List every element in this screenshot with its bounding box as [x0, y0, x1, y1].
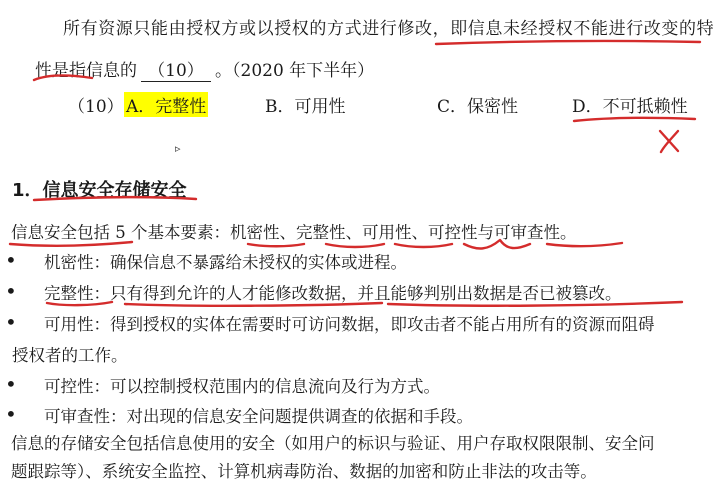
bullet-dot: • [5, 248, 17, 272]
option-b: B．可用性 [265, 97, 346, 117]
bullet-dot: • [5, 310, 17, 334]
answer-blank: （10） [141, 56, 211, 82]
bullet-availability-continued: 授权者的工作。 [12, 346, 128, 365]
bullet-dot: • [5, 402, 17, 426]
wrong-mark-icon [660, 131, 678, 152]
question-source: 。（2020 年下半年） [215, 61, 375, 81]
storage-security-paragraph-line-2: 题跟踪等）、系统安全监控、计算机病毒防治、数据的加密和防止非法的攻击等。 [11, 462, 597, 481]
bullet-dot: • [5, 279, 17, 303]
bullet-controllability: 可控性：可以控制授权范围内的信息流向及行为方式。 [44, 377, 440, 396]
underline-definition [436, 41, 700, 44]
underline-auditability [547, 243, 622, 246]
mouse-cursor-icon: ▹ [175, 142, 181, 155]
question-line-2 [35, 56, 374, 82]
underline-option-d [574, 118, 695, 121]
bullet-availability: 可用性：得到授权的实体在需要时可访问数据，即攻击者不能占用所有的资源而阻碍 [44, 315, 655, 334]
underline-availability [395, 244, 452, 247]
option-a-highlighted: A．完整性 [124, 92, 208, 117]
section-intro: 信息安全包括 5 个基本要素：机密性、完整性、可用性、可控性与可审查性。 [11, 223, 577, 242]
bullet-dot: • [5, 372, 17, 396]
option-d: D．不可抵赖性 [572, 97, 688, 117]
underline-integrity [326, 244, 384, 247]
underline-confidentiality [248, 244, 304, 246]
bullet-auditability: 可审查性：对出现的信息安全问题提供调查的依据和手段。 [44, 407, 473, 426]
bullet-confidentiality: 机密性：确保信息不暴露给未授权的实体或进程。 [44, 253, 407, 272]
option-c: C．保密性 [437, 97, 519, 117]
storage-security-paragraph-line-1: 信息的存储安全包括信息使用的安全（如用户的标识与验证、用户存取权限限制、安全问 [11, 434, 655, 453]
section-heading: 1．信息安全存储安全 [12, 180, 187, 201]
bullet-integrity: 完整性：只有得到允许的人才能修改数据，并且能够判别出数据是否已被篡改。 [44, 284, 622, 303]
question-line-2-start: 性是指信息的 [35, 61, 137, 81]
option-number: （10） [68, 97, 124, 117]
question-line-1: 所有资源只能由授权方或以授权的方式进行修改，即信息未经授权不能进行改变的特 [63, 19, 715, 39]
